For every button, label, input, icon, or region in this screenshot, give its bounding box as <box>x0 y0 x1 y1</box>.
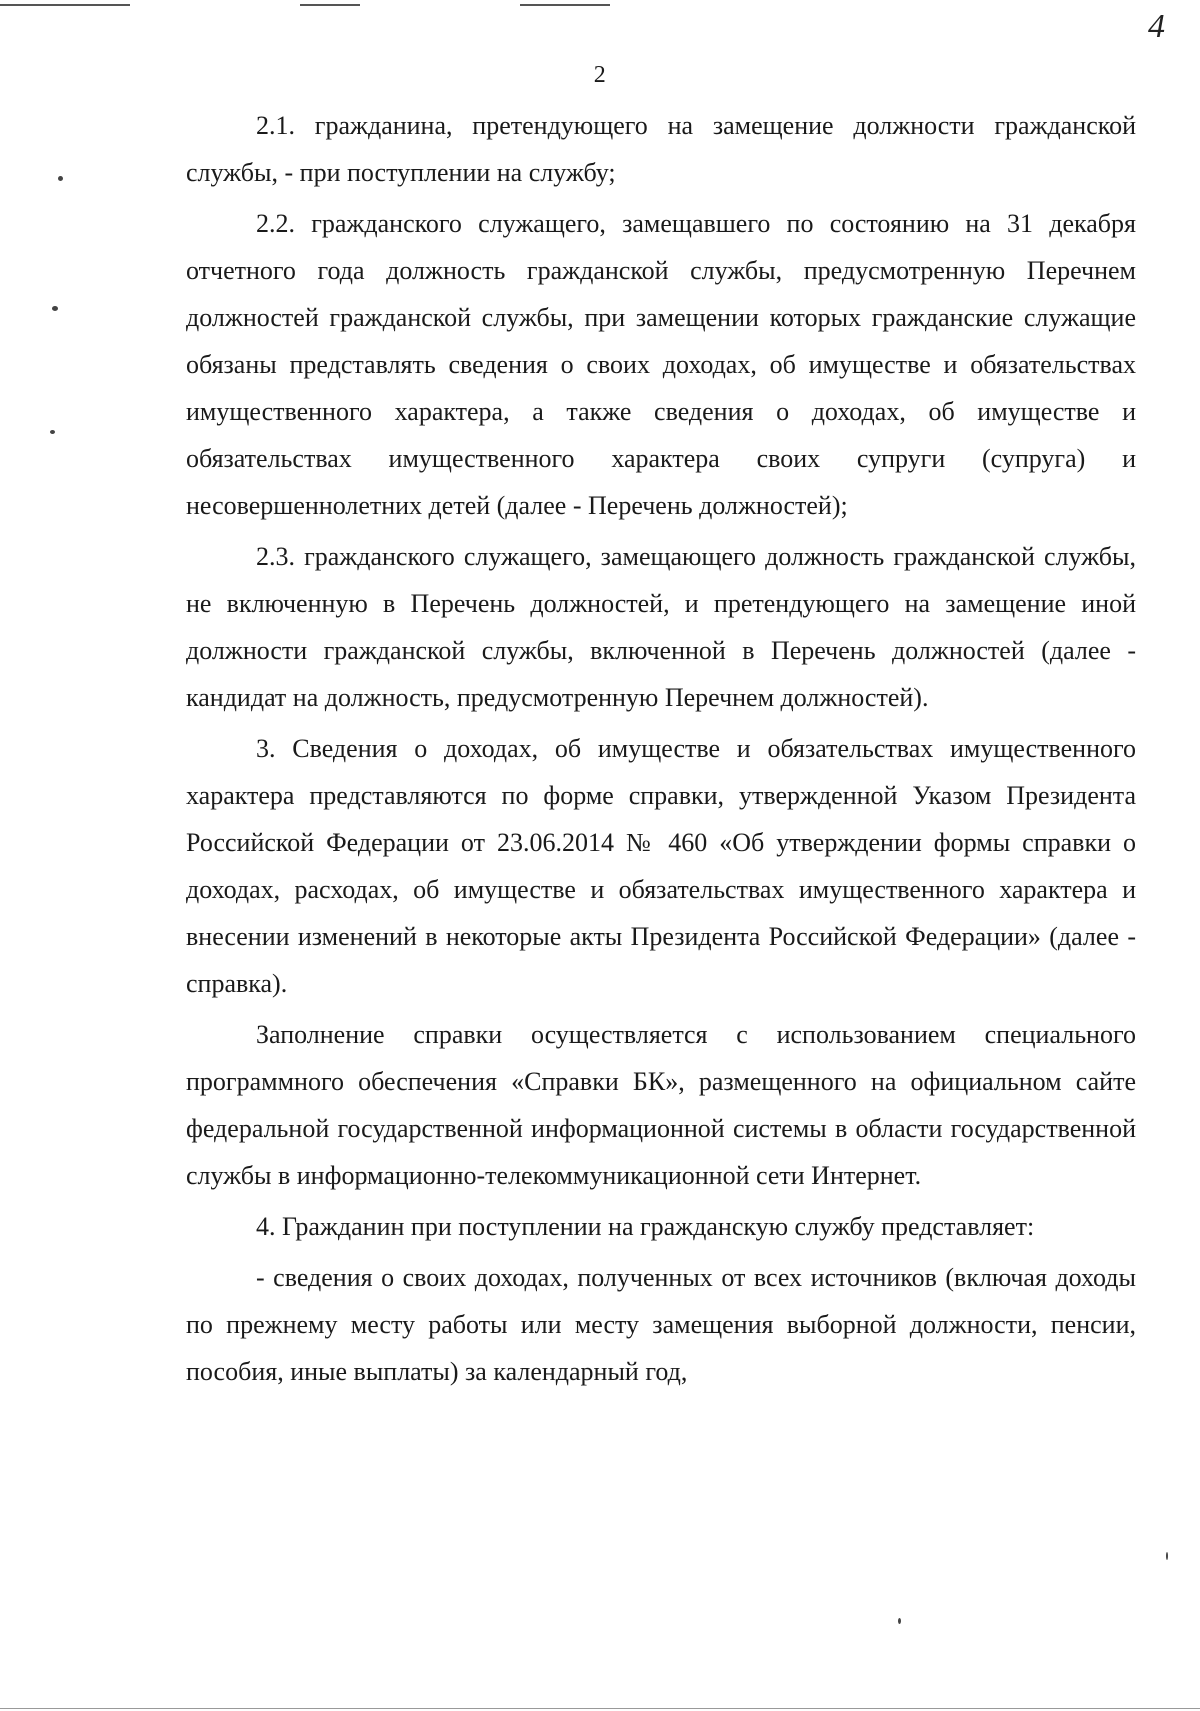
paragraph-3-continuation: Заполнение справки осуществляется с использованием специального программного обеспечения «Справки БК», размещенного на официальном сайте федеральной государственной информационной системы в области государственной службы в информационно-телекоммуникационной сети Интернет. <box>186 1020 1136 1190</box>
scan-speck <box>58 176 63 181</box>
scan-edge-mark <box>520 4 610 6</box>
scan-edge-mark <box>0 1708 1200 1709</box>
scan-speck <box>50 430 55 434</box>
scan-speck <box>1166 1552 1168 1560</box>
scan-speck <box>898 1618 901 1624</box>
paragraph-2-2: 2.2. гражданского служащего, замещавшего по состоянию на 31 декабря отчетного года должность гражданской службы, предусмотренную Перечнем должностей гражданской службы, при замещении которых гражданские служащие обязаны представлять сведения о своих доходах, об имуществе и обязательствах имущественного характера, а также сведения о доходах, об имуществе и обязательствах имущественного характера своих супруги (супруга) и несовершеннолетних детей (далее - Перечень должностей); <box>186 209 1136 520</box>
paragraph-3: 3. Сведения о доходах, об имуществе и обязательствах имущественного характера представляются по форме справки, утвержденной Указом Президента Российской Федерации от 23.06.2014 № 460 «Об утверждении формы справки о доходах, расходах, об имуществе и обязательствах имущественного характера и внесении изменений в некоторые акты Президента Российской Федерации» (далее - справка). <box>186 734 1136 998</box>
document-body <box>186 102 1136 1399</box>
page-number: 2 <box>593 62 607 88</box>
scan-edge-mark <box>0 4 130 6</box>
paragraph-2-3: 2.3. гражданского служащего, замещающего должность гражданской службы, не включенную в Перечень должностей, и претендующего на замещение иной должности гражданской службы, включенной в Перечень должностей (далее - кандидат на должность, предусмотренную Перечнем должностей). <box>186 542 1136 712</box>
paragraph-2-1: 2.1. гражданина, претендующего на замещение должности гражданской службы, - при поступлении на службу; <box>186 111 1136 187</box>
paragraph-4: 4. Гражданин при поступлении на гражданскую службу представляет: <box>256 1212 1035 1241</box>
scan-speck <box>52 306 58 311</box>
sheet-number: 4 <box>1148 8 1165 45</box>
scan-edge-mark <box>300 4 360 6</box>
paragraph-4-item: - сведения о своих доходах, полученных от всех источников (включая доходы по прежнему месту работы или месту замещения выборной должности, пенсии, пособия, иные выплаты) за календарный год, <box>186 1263 1136 1386</box>
